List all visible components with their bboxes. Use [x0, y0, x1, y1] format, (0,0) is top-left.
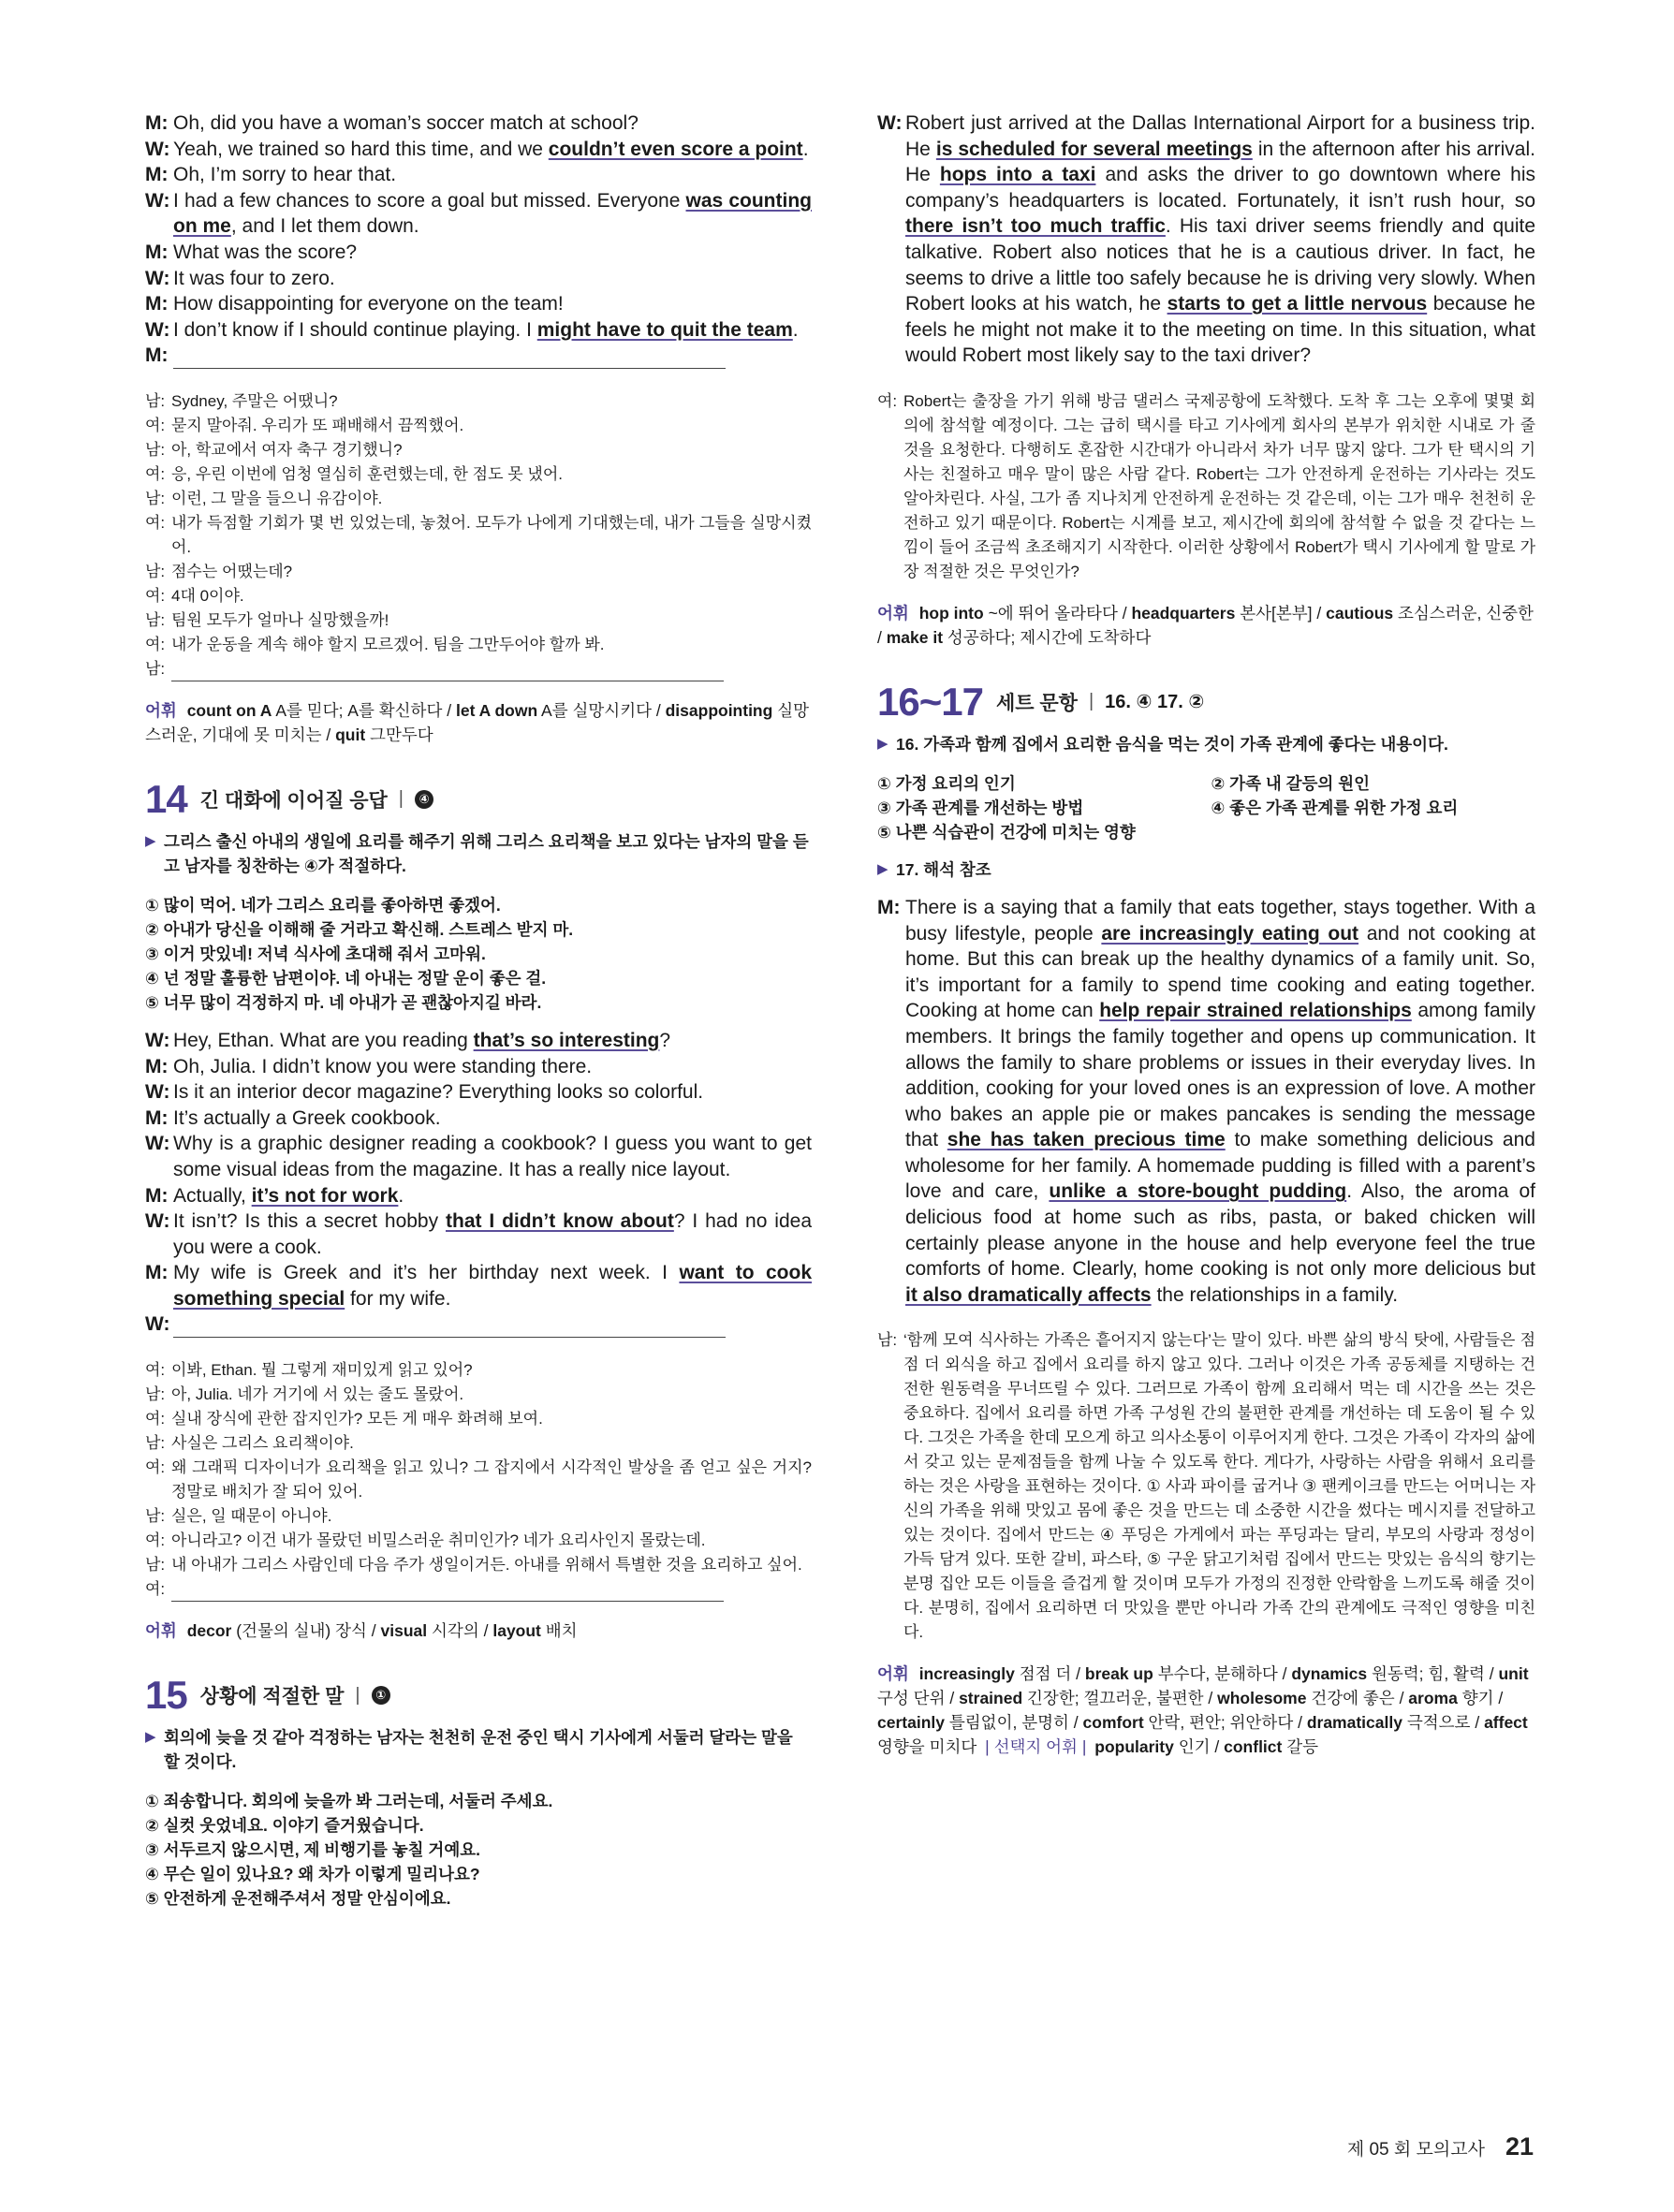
q17-explanation [877, 857, 1535, 882]
line-text: 이런, 그 말을 들으니 유감이야. [171, 489, 383, 507]
vocab-label: 어휘 [145, 700, 177, 720]
line-text-after: . [398, 1184, 404, 1207]
option-item: ③ 서두르지 않으시면, 제 비행기를 놓칠 거예요. [145, 1840, 481, 1860]
question-title: 상황에 적절한 말 [199, 1686, 345, 1708]
passage-text: among family members. It brings the family together and opens up communication. It allows the family to share problems or issues in their everyday lives. In addition, cooking for your loved ones is an expression of love. A mother who bakes an apple pie or makes pancakes is sending the message that [905, 1000, 1535, 1151]
line-text: 4대 0이야. [171, 586, 244, 605]
vocab-separator: / [1484, 1664, 1499, 1684]
page-number: 21 [1505, 2132, 1534, 2161]
question-number: 15 [145, 1673, 187, 1718]
vocab-separator: / [945, 1689, 960, 1708]
line-text: 왜 그래픽 디자이너가 요리책을 읽고 있니? 그 잡지에서 시각적인 발상을 좀 얻고 싶은 거지? 정말로 배치가 잘 되어 있어. [171, 1458, 812, 1502]
line-text: 내가 득점할 기회가 몇 번 있었는데, 놓쳤어. 모두가 나에게 기대했는데, 내가 그들을 실망시켰어. [171, 513, 812, 556]
q14-options [145, 893, 812, 1015]
option-vocab-label: | 선택지 어휘 | [985, 1737, 1087, 1757]
speaker-label: M: [145, 112, 169, 134]
line-text: It’s actually a Greek cookbook. [173, 1106, 441, 1129]
speaker-label: M: [145, 164, 169, 186]
speaker-label: 여: [145, 635, 166, 653]
vocab-list [877, 604, 1534, 647]
line-text-after: for my wife. [345, 1287, 451, 1310]
vocab-meaning: 구성 단위 [877, 1689, 946, 1708]
dialogue-turn [145, 1553, 812, 1577]
vocab-meaning: ~에 뛰어 올라타다 [988, 603, 1118, 623]
vocab-word: make it [886, 627, 944, 647]
vocab-separator: / [366, 1621, 381, 1641]
vocab-separator: / [1293, 1713, 1307, 1733]
q15-explanation [145, 1725, 812, 1774]
answer-blank-line [173, 1318, 726, 1338]
speaker-label: 남: [145, 391, 166, 410]
speaker-label: W: [877, 112, 903, 134]
answer-circle: ④ [415, 790, 433, 809]
passage-text: and asks the driver to go downtown where his company’s headquarters is located. Fortunately, it isn’t rush hour, so [905, 164, 1536, 212]
speaker-label: M: [145, 241, 169, 263]
line-text: I don’t know if I should continue playing. I [173, 318, 537, 341]
dialogue-turn [145, 162, 812, 188]
q13-vocab [145, 698, 812, 747]
speaker-label: 여: [145, 416, 166, 434]
line-text: Is it an interior decor magazine? Everything looks so colorful. [173, 1081, 704, 1104]
line-text-after: ? I had no idea you were a cook. [173, 1210, 812, 1258]
line-text-after: ? [659, 1029, 671, 1051]
key-phrase: that’s so interesting [473, 1029, 660, 1051]
passage-paragraph [877, 895, 1535, 1309]
line-text: 실은, 일 때문이 아니야. [171, 1507, 332, 1526]
speaker-label: 여: [145, 1458, 166, 1477]
dialogue-turn [145, 560, 812, 584]
separator: | [355, 1684, 360, 1706]
triangle-bullet-icon: ▶ [877, 735, 888, 752]
question-number: 16~17 [877, 679, 983, 724]
line-text: 사실은 그리스 요리책이야. [171, 1434, 354, 1453]
key-phrase: unlike a store-bought pudding [1049, 1180, 1347, 1203]
line-text: 묻지 말아줘. 우리가 또 패배해서 끔찍했어. [171, 416, 464, 434]
q13-dialogue [145, 110, 812, 369]
vocab-separator: / [1394, 1689, 1409, 1708]
q14-dialogue [145, 1028, 812, 1338]
vocab-word: visual [380, 1621, 428, 1641]
q15-passage [877, 110, 1535, 369]
line-text: Actually, [173, 1184, 252, 1207]
answer-blank-line [173, 349, 726, 369]
vocab-meaning: 성공하다; 제시간에 도착하다 [947, 627, 1152, 647]
line-text: 아니라고? 이건 내가 몰랐던 비밀스러운 취미인가? 네가 요리사인지 몰랐는데. [171, 1531, 706, 1550]
vocab-separator: / [1277, 1664, 1292, 1684]
q14-explanation [145, 829, 812, 878]
key-phrase: help repair strained relationships [1099, 1000, 1412, 1022]
line-text: 이봐, Ethan. 뭘 그렇게 재미있게 읽고 있어? [171, 1361, 473, 1380]
triangle-bullet-icon: ▶ [877, 860, 888, 877]
speaker-label: 남: [145, 1556, 166, 1575]
vocab-separator: / [1071, 1664, 1085, 1684]
vocab-label: 어휘 [877, 1664, 909, 1684]
passage-text: to make something delicious and wholesome for her family. A homemade pudding is filled with a parent’s love and care, [905, 1129, 1535, 1203]
line-text-after: . [792, 318, 799, 341]
vocab-label: 어휘 [877, 603, 909, 623]
vocab-meaning: 영향을 미치다 [877, 1737, 977, 1757]
dialogue-turn [145, 240, 812, 266]
exam-label: 제 05 회 모의고사 [1346, 2140, 1485, 2160]
translation-paragraph [877, 389, 1535, 584]
vocab-meaning: 조심스러운, 신중한 [1398, 603, 1534, 623]
dialogue-turn [145, 188, 812, 240]
line-text: 내 아내가 그리스 사람인데 다음 주가 생일이거든. 아내를 위해서 특별한 것을 요리하고 싶어. [171, 1556, 802, 1575]
line-text: How disappointing for everyone on the team! [173, 293, 564, 315]
dialogue-turn [145, 137, 812, 163]
q16-options [877, 771, 1535, 844]
passage-text: because he feels he might not make it to the meeting on time. In this situation, what would Robert most likely say to the taxi driver? [905, 293, 1535, 367]
dialogue-turn [145, 1106, 812, 1132]
dialogue-turn [145, 1209, 812, 1260]
speaker-label: W: [145, 1133, 170, 1155]
answer-blank-row [145, 1577, 812, 1602]
option-item: ② 실컷 웃었네요. 이야기 즐거웠습니다. [145, 1816, 424, 1836]
speaker-label: 남: [145, 1385, 166, 1404]
line-text: Why is a graphic designer reading a cookbook? I guess you want to get some visual ideas from the magazine. It has a really nice layout. [173, 1133, 812, 1180]
speaker-label: 여: [145, 513, 166, 532]
option-item: ④ 무슨 일이 있나요? 왜 차가 이렇게 밀리나요? [145, 1865, 480, 1884]
vocab-meaning: A를 믿다; A를 확신하다 [275, 700, 443, 720]
q15-options [145, 1789, 812, 1911]
q16-17-passage [877, 895, 1535, 1309]
key-phrase: starts to get a little nervous [1167, 293, 1428, 315]
speaker-label: W: [145, 267, 170, 289]
q14-vocab [145, 1619, 812, 1643]
passage-text: in the afternoon after his arrival. He [905, 138, 1535, 186]
option-item: ⑤ 나쁜 식습관이 건강에 미치는 영향 [877, 822, 1136, 842]
vocab-separator: / [478, 1621, 493, 1641]
vocab-meaning: 부수다, 분해하다 [1157, 1664, 1278, 1684]
speaker-label: 여: [145, 1361, 166, 1380]
answer-blank-row [145, 1311, 812, 1338]
option-vocab-list [1094, 1737, 1318, 1756]
speaker-label: M: [145, 344, 169, 367]
vocab-word: count on A [186, 700, 272, 720]
vocab-meaning: 긴장한; 껄끄러운, 불편한 [1027, 1689, 1204, 1708]
separator: | [398, 788, 404, 810]
speaker-label: W: [145, 189, 170, 212]
speaker-label: 여: [145, 1580, 166, 1599]
speaker-label: W: [145, 1081, 170, 1104]
vocab-word: certainly [877, 1713, 945, 1733]
dialogue-turn [145, 317, 812, 344]
passage-text: Robert just arrived at the Dallas International Airport for a business trip. He [905, 112, 1535, 160]
vocab-meaning: 점점 더 [1019, 1664, 1072, 1684]
translation-text: ‘함께 모여 식사하는 가족은 흩어지지 않는다’는 말이 있다. 바쁜 삶의 방식 탓에, 사람들은 점점 더 외식을 하고 집에서 요리를 하지 않고 있다. 그러나 이것은 가족 공동체를 지탱하는 건전한 원동력을 무너뜨릴 수 있다. 그러므로 가족이 함께 요리해서 먹는 데 시간을 쓰는 것은 중요하다. 집에서 요리를 하면 가족 구성원 간의 불편한 관계를 개선하는 데 도움이 될 수 있다. 그것은 가족을 한데 모으게 하고 의사소통이 이루어지게 한다. 그것은 가족이 각자의 삶에서 갖고 있는 문제점들을 함께 나눌 수 있도록 한다. 게다가, 사랑하는 사람을 위해서 요리를 하는 것은 사랑을 표현하는 것이다. ① 사과 파이를 굽거나 ③ 팬케이크를 만드는 어머니는 자신의 가족을 위해 맛있고 몸에 좋은 것을 만드는 데 소중한 시간을 썼다는 메시지를 전달하고 있는 것이다. 집에서 만드는 ④ 푸딩은 가게에서 파는 푸딩과는 달리, 부모의 사랑과 정성이 가득 담겨 있다. 또한 갈비, 파스타, ⑤ 구운 닭고기처럼 집에서 만드는 맛있는 음식의 향기는 분명 집안 모든 이들을 즐겁게 할 것이며 모두가 가정의 진정한 안락함을 느끼도록 해줄 것이다. 분명히, 집에서 요리하면 더 맛있을 뿐만 아니라 가족 간의 관계에도 극적인 영향을 미친다. [903, 1331, 1535, 1642]
q16-17-vocab [877, 1662, 1535, 1759]
q16-explanation [877, 732, 1535, 756]
left-column [145, 110, 812, 1911]
triangle-bullet-icon: ▶ [145, 1729, 156, 1746]
vocab-separator: / [442, 700, 456, 720]
q14-heading [145, 777, 812, 822]
dialogue-turn [145, 1079, 812, 1106]
option-item: ② 아내가 당신을 이해해 줄 거라고 확신해. 스트레스 받지 마. [145, 919, 574, 939]
vocab-word: dynamics [1291, 1664, 1368, 1684]
speaker-label: W: [145, 1029, 170, 1051]
vocab-meaning: 인기 [1178, 1737, 1211, 1757]
vocab-meaning: A를 실망시키다 [541, 700, 653, 720]
vocab-word: layout [492, 1621, 541, 1641]
key-phrase: is scheduled for several meetings [935, 138, 1253, 160]
explanation-text: 17. 해석 참조 [896, 859, 991, 879]
line-text: Oh, Julia. I didn’t know you were standing there. [173, 1055, 593, 1077]
key-phrase: might have to quit the team [536, 318, 793, 341]
dialogue-turn [145, 110, 812, 137]
line-text: 점수는 어땠는데? [171, 562, 293, 580]
dialogue-turn [145, 487, 812, 511]
vocab-separator: / [1203, 1689, 1218, 1708]
line-text: Oh, did you have a woman’s soccer match at school? [173, 112, 639, 134]
vocab-word: popularity [1094, 1737, 1174, 1757]
line-text: 내가 운동을 계속 해야 할지 모르겠어. 팀을 그만두어야 할까 봐. [171, 635, 605, 653]
key-phrase: was counting on me [173, 189, 812, 238]
dialogue-turn [145, 1431, 812, 1456]
vocab-separator: / [1210, 1737, 1225, 1757]
speaker-label: 여: [877, 391, 898, 410]
vocab-word: dramatically [1306, 1713, 1402, 1733]
page-footer [1347, 2132, 1534, 2161]
vocab-word: wholesome [1217, 1689, 1307, 1708]
speaker-label: W: [145, 1313, 170, 1336]
option-item: ① 죄송합니다. 회의에 늦을까 봐 그러는데, 서둘러 주세요. [145, 1792, 553, 1811]
speaker-label: 여: [145, 586, 166, 605]
vocab-word: break up [1084, 1664, 1153, 1684]
line-text-after: , and I let them down. [230, 215, 419, 238]
vocab-label: 어휘 [145, 1621, 177, 1641]
answer-blank-line [171, 662, 724, 681]
vocab-word: strained [959, 1689, 1023, 1708]
speaker-label: M: [145, 1184, 169, 1207]
q16-17-heading [877, 680, 1535, 725]
dialogue-turn [145, 462, 812, 487]
vocab-separator: / [321, 725, 336, 744]
vocab-meaning: (건물의 실내) 장식 [236, 1621, 367, 1641]
q15-korean-translation [877, 389, 1535, 584]
passage-paragraph [877, 110, 1535, 369]
right-column [877, 110, 1535, 1759]
vocab-separator: / [1312, 603, 1327, 623]
speaker-label: M: [145, 1262, 169, 1284]
line-text: 아, 학교에서 여자 축구 경기했니? [171, 440, 403, 459]
answer-circle: ① [372, 1686, 390, 1705]
line-text: 실내 장식에 관한 잡지인가? 모든 게 매우 화려해 보여. [171, 1410, 543, 1428]
dialogue-turn [145, 584, 812, 608]
dialogue-turn [145, 1456, 812, 1504]
q16-17-korean-translation [877, 1328, 1535, 1645]
line-text: What was the score? [173, 241, 358, 263]
speaker-label: 여: [145, 1410, 166, 1428]
passage-text: . Also, the aroma of delicious food at home such as ribs, pasta, or baked chicken will certainly please anyone in the house and help everyone feel the true comforts of home. Clearly, home cooking is not only more delicious but [905, 1180, 1535, 1281]
vocab-word: increasingly [918, 1664, 1015, 1684]
line-text: It isn’t? Is this a secret hobby [173, 1210, 446, 1233]
dialogue-turn [145, 1504, 812, 1529]
dialogue-turn [145, 608, 812, 633]
key-phrase: hops into a taxi [939, 164, 1096, 186]
answer-blank-row [145, 657, 812, 681]
line-text: Sydney, 주말은 어땠니? [171, 391, 338, 410]
q15-heading [145, 1673, 812, 1718]
passage-text: . His taxi driver seems friendly and quite talkative. Robert also notices that he is a cautious driver. In fact, he seems to drive a little too safely because he is driving very slowly. When Robert looks at his watch, he [905, 215, 1535, 315]
key-phrase: want to cook something special [173, 1262, 813, 1310]
key-phrase: are increasingly eating out [1101, 922, 1359, 945]
dialogue-turn [145, 511, 812, 560]
key-phrase: it also dramatically affects [905, 1283, 1152, 1306]
vocab-word: headquarters [1131, 603, 1236, 623]
question-title: 세트 문항 [995, 692, 1078, 714]
dialogue-turn [145, 1028, 812, 1054]
speaker-label: M: [145, 1055, 169, 1077]
line-text-after: . [802, 138, 809, 160]
speaker-label: 여: [145, 1531, 166, 1550]
line-text: Oh, I’m sorry to hear that. [173, 164, 397, 186]
vocab-word: disappointing [665, 700, 773, 720]
explanation-text: 16. 가족과 함께 집에서 요리한 음식을 먹는 것이 가족 관계에 좋다는 내용이다. [896, 734, 1448, 754]
vocab-separator: / [652, 700, 666, 720]
vocab-word: hop into [918, 603, 984, 623]
speaker-label: W: [145, 138, 170, 160]
dialogue-turn [145, 291, 812, 317]
vocab-meaning: 본사[본부] [1240, 603, 1313, 623]
dialogue-turn [145, 438, 812, 462]
speaker-label: W: [145, 1210, 170, 1233]
dialogue-turn [145, 1407, 812, 1431]
speaker-label: 남: [145, 610, 166, 629]
speaker-label: 남: [877, 1331, 898, 1350]
vocab-separator: / [1117, 603, 1132, 623]
option-item: ⑤ 너무 많이 걱정하지 마. 네 아내가 곧 괜찮아지길 바라. [145, 992, 542, 1012]
speaker-label: 남: [145, 440, 166, 459]
option-item: ④ 넌 정말 훌륭한 남편이야. 네 아내는 정말 운이 좋은 걸. [145, 968, 547, 988]
question-title: 긴 대화에 이어질 응답 [199, 789, 388, 812]
line-text: Yeah, we trained so hard this time, and we [173, 138, 549, 160]
triangle-bullet-icon: ▶ [145, 832, 156, 849]
line-text: 아, Julia. 네가 거기에 서 있는 줄도 몰랐어. [171, 1385, 464, 1404]
dialogue-turn [145, 1529, 812, 1553]
dialogue-turn [145, 1383, 812, 1407]
line-text: It was four to zero. [173, 267, 335, 289]
dialogue-turn [145, 633, 812, 657]
line-text: My wife is Greek and it’s her birthday next week. I [173, 1262, 680, 1284]
explanation-text: 그리스 출신 아내의 생일에 요리를 해주기 위해 그리스 요리책을 보고 있다는 남자의 말을 듣고 남자를 칭찬하는 ④가 적절하다. [164, 831, 809, 875]
vocab-word: cautious [1326, 603, 1394, 623]
passage-text: the relationships in a family. [1151, 1283, 1399, 1306]
q15-vocab [877, 601, 1535, 650]
dialogue-turn [145, 1054, 812, 1080]
vocab-word: affect [1484, 1713, 1528, 1733]
vocab-separator: / [1470, 1713, 1485, 1733]
vocab-word: conflict [1224, 1737, 1283, 1757]
separator: | [1088, 691, 1094, 712]
vocab-word: decor [186, 1621, 232, 1641]
passage-text: There is a saying that a family that eats together, stays together. With a busy lifestyle, people [905, 896, 1535, 945]
key-phrase: she has taken precious time [947, 1129, 1226, 1151]
vocab-meaning: 갈등 [1286, 1737, 1319, 1757]
key-phrase: it’s not for work [251, 1184, 399, 1207]
option-item: ① 많이 먹어. 네가 그리스 요리를 좋아하면 좋겠어. [145, 895, 501, 915]
line-text: 응, 우린 이번에 엄청 열심히 훈련했는데, 한 점도 못 냈어. [171, 464, 563, 483]
option-item: ③ 가족 관계를 개선하는 방법 [877, 798, 1084, 817]
vocab-word: comfort [1082, 1713, 1144, 1733]
passage-text: and not cooking at home. But this can break up the healthy dynamics of a family unit. So, it’s important for a family to spend time cooking and eating together. Cooking at home can [905, 922, 1535, 1022]
vocab-separator: / [1068, 1713, 1083, 1733]
line-text: Hey, Ethan. What are you reading [173, 1029, 474, 1051]
vocab-separator: / [877, 627, 887, 647]
vocab-word: quit [335, 725, 366, 744]
vocab-list [187, 1621, 578, 1640]
vocab-meaning: 실망스러운, 기대에 못 미치는 [145, 700, 810, 744]
q13-korean-translation [145, 389, 812, 681]
vocab-list [145, 701, 809, 744]
vocab-word: aroma [1408, 1689, 1458, 1708]
speaker-label: 남: [145, 489, 166, 507]
key-phrase: that I didn’t know about [446, 1210, 674, 1233]
vocab-separator: / [1493, 1689, 1504, 1708]
translation-text: Robert는 출장을 가기 위해 방금 댈러스 국제공항에 도착했다. 도착 후 그는 오후에 몇몇 회의에 참석할 예정이다. 그는 급히 택시를 타고 기사에게 회사의 본부가 위치한 시내로 가 줄 것을 요청한다. 다행히도 혼잡한 시간대가 아니라서 차가 너무 많지 않다. 그가 탄 택시의 기사는 친절하고 매우 말이 많은 사람 같다. Robert는 그가 안전하게 운전하는 기사라는 것도 알아차린다. 사실, 그가 좀 지나치게 안전하게 운전하는 것 같은데, 이는 그가 매우 천천히 운전하고 있기 때문이다. Robert는 시계를 보고, 제시간에 회의에 참석할 수 없을 것 같다는 느낌이 들어 조금씩 초조해지기 시작한다. 이러한 상황에서 Robert가 택시 기사에게 할 말로 가장 적절한 것은 무엇인가? [903, 391, 1535, 580]
dialogue-turn [145, 389, 812, 414]
dialogue-turn [145, 414, 812, 438]
speaker-label: 여: [145, 464, 166, 483]
answer-text: 16. ④ 17. ② [1105, 692, 1205, 713]
vocab-meaning: 그만두다 [370, 725, 433, 744]
answer-blank-line [171, 1582, 724, 1602]
line-text: I had a few chances to score a goal but missed. Everyone [173, 189, 686, 212]
vocab-meaning: 안락, 편안; 위안하다 [1148, 1713, 1294, 1733]
dialogue-turn [145, 1183, 812, 1209]
option-item: ② 가족 내 갈등의 원인 [1211, 773, 1371, 793]
q14-korean-translation [145, 1358, 812, 1602]
question-number: 14 [145, 776, 187, 821]
dialogue-turn [145, 1131, 812, 1182]
line-text: 팀원 모두가 얼마나 실망했을까! [171, 610, 389, 629]
vocab-word: let A down [455, 700, 538, 720]
vocab-meaning: 틀림없이, 분명히 [948, 1713, 1069, 1733]
vocab-meaning: 극적으로 [1406, 1713, 1471, 1733]
speaker-label: M: [145, 1106, 169, 1129]
speaker-label: M: [877, 896, 901, 918]
speaker-label: 남: [145, 1434, 166, 1453]
option-item: ③ 이거 맛있네! 저녁 식사에 초대해 줘서 고마워. [145, 944, 486, 963]
key-phrase: couldn’t even score a point [548, 138, 803, 160]
key-phrase: there isn’t too much traffic [905, 215, 1166, 238]
vocab-meaning: 향기 [1461, 1689, 1494, 1708]
speaker-label: 남: [145, 1507, 166, 1526]
translation-paragraph [877, 1328, 1535, 1645]
dialogue-turn [145, 266, 812, 292]
option-item: ① 가정 요리의 인기 [877, 773, 1016, 793]
vocab-meaning: 건강에 좋은 [1311, 1689, 1395, 1708]
vocab-meaning: 원동력; 힘, 활력 [1371, 1664, 1485, 1684]
explanation-text: 회의에 늦을 것 같아 걱정하는 남자는 천천히 운전 중인 택시 기사에게 서둘러 달라는 말을 할 것이다. [164, 1728, 793, 1772]
speaker-label: W: [145, 318, 170, 341]
speaker-label: M: [145, 293, 169, 315]
speaker-label: 남: [145, 659, 166, 678]
option-item: ⑤ 안전하게 운전해주셔서 정말 안심이에요. [145, 1889, 451, 1909]
vocab-meaning: 시각의 [432, 1621, 479, 1641]
answer-blank-row [145, 343, 812, 369]
vocab-meaning: 배치 [545, 1621, 578, 1641]
dialogue-turn [145, 1358, 812, 1383]
dialogue-turn [145, 1260, 812, 1311]
speaker-label: 남: [145, 562, 166, 580]
vocab-word: unit [1498, 1664, 1529, 1684]
option-item: ④ 좋은 가족 관계를 위한 가정 요리 [1211, 798, 1459, 817]
